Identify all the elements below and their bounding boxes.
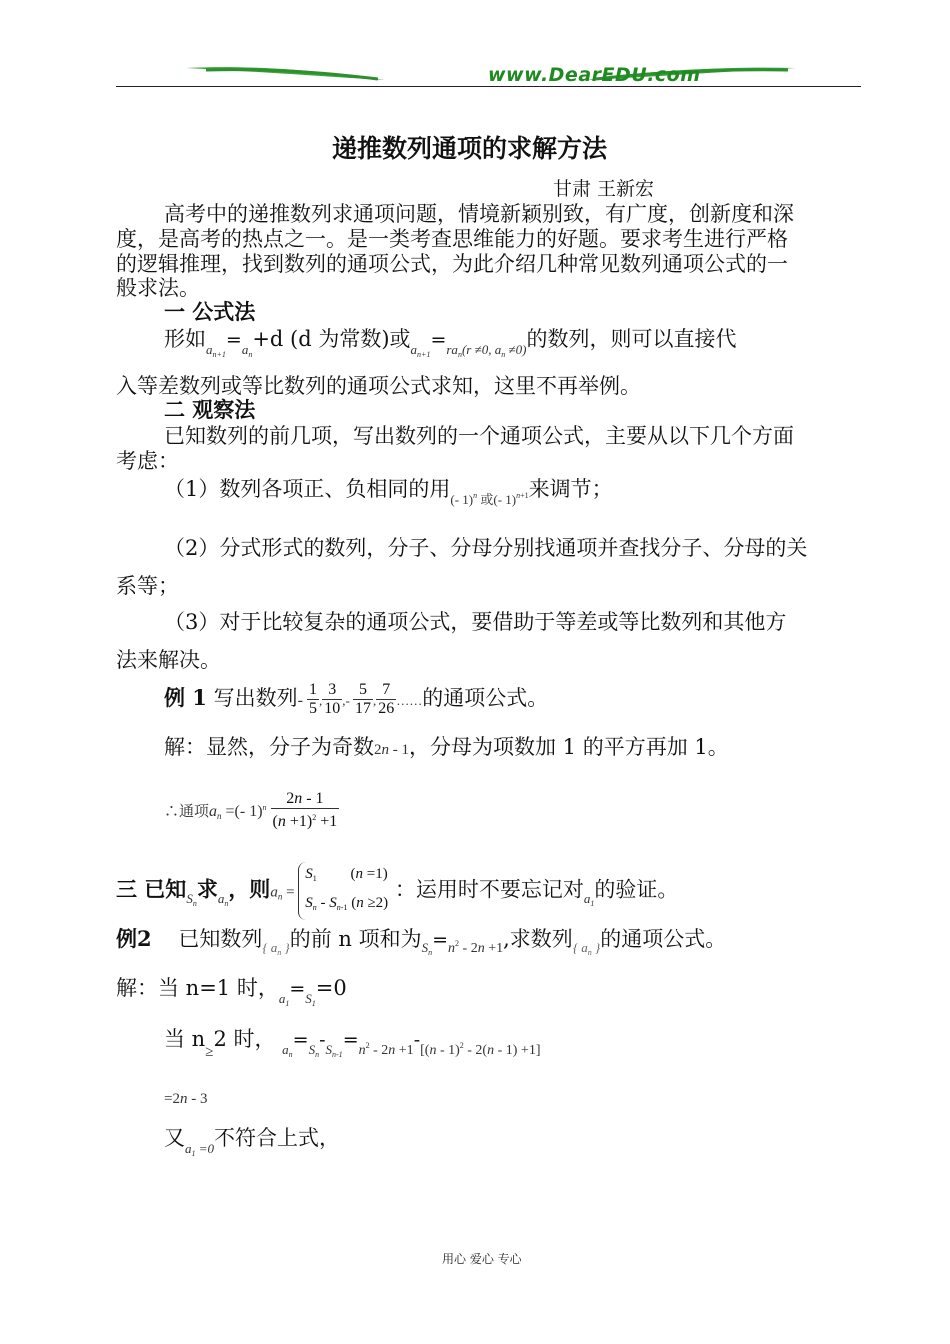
solution-1: 解：显然，分子为奇数2n - 1，分母为项数加 1 的平方再加 1。 bbox=[164, 735, 729, 759]
intro-line-3: 的逻辑推理，找到数列的通项公式，为此介绍几种常见数列通项公式的一 bbox=[116, 252, 788, 276]
header-logo: www.DearEDU.com bbox=[488, 64, 701, 86]
solution-2-result: =2n - 3 bbox=[164, 1091, 208, 1107]
intro-line-4: 般求法。 bbox=[116, 276, 200, 300]
page-footer: 用心 爱心 专心 bbox=[442, 1252, 522, 1266]
section-1-heading: 一 公式法 bbox=[164, 299, 256, 324]
solution-2-note: 又$_{a_1 =0}$不符合上式， bbox=[164, 1126, 341, 1158]
intro-line-1: 高考中的递推数列求通项问题，情境新颖别致，有广度，创新度和深 bbox=[164, 202, 794, 226]
example-1: 例 1 写出数列- $\frac{1}{5}$ , $\frac{3}{10}$ ,- $\frac{5}{17}$ , $\frac{7}{26}$ ……的通项公式。 bbox=[164, 681, 549, 717]
solution-2-case-1: 解：当 n=1 时，$_{a_1}=_{S_1}=0$ bbox=[116, 976, 347, 1008]
section-2-item-2a: （2）分式形式的数列，分子、分母分别找通项并查找分子、分母的关 bbox=[164, 536, 808, 560]
solution-2-case-2: 当 $n_\ge 2$ 时， $_{a_n}=_{S_n}-_{S_{n-1}}=_{n^2 - 2n +1}-_{[(n - 1)^2 - 2(n - 1) +1]}$ bbox=[164, 1027, 541, 1060]
intro-line-2: 度，是高考的热点之一。是一类考查思维能力的好题。要求考生进行严格 bbox=[116, 227, 788, 251]
example-2: 例2 已知数列$_{\{ a_n \}}$的前 n 项和为$_{S_n}=_{n^2 - 2n +1}$,求数列$_{\{ a_n \}}$的通项公式。 bbox=[116, 926, 727, 957]
section-2-para-1: 已知数列的前几项，写出数列的一个通项公式，主要从以下几个方面 bbox=[164, 424, 794, 448]
header-rule bbox=[116, 86, 861, 87]
section-2-item-1: （1）数列各项正、负相同的用$_{(- 1)^n 或(- 1)^{n+1}}$来调节； bbox=[164, 477, 613, 507]
section-3-heading: 三 已知$_{S_n}$求$_{a_n}$，则$a_n$ = $S_1$ (n =1) $S_n - S_{n-1}$ (n ≥2) ：运用时不要忘记对$_{a_1}$的验证。 bbox=[116, 862, 678, 922]
section-2-item-2b: 系等； bbox=[116, 574, 179, 598]
section-2-item-3b: 法来解决。 bbox=[116, 648, 221, 672]
section-2-para-2: 考虑： bbox=[116, 449, 179, 473]
section-1-line-2: 入等差数列或等比数列的通项公式求知，这里不再举例。 bbox=[116, 374, 641, 398]
document-title: 递推数列通项的求解方法 bbox=[332, 134, 608, 163]
section-2-item-3a: （3）对于比较复杂的通项公式，要借助于等差或等比数列和其他方 bbox=[164, 610, 787, 634]
page-header bbox=[116, 60, 861, 90]
conclusion-1: ∴通项$a_n$ =(- 1)$^n$ $\frac{2n - 1}{(n +1)^2 +1}$ bbox=[164, 790, 338, 830]
author: 甘肃 王新宏 bbox=[553, 178, 655, 200]
section-1-line-1: 形如$_{a_{n+1}}=_{a_n}+d$ (d 为常数)或$_{a_{n+1}}=_{ra_n(r \ne 0, a_n \ne 0)}$的数列，则可以直接代 bbox=[164, 327, 737, 359]
section-2-heading: 二 观察法 bbox=[164, 397, 256, 422]
